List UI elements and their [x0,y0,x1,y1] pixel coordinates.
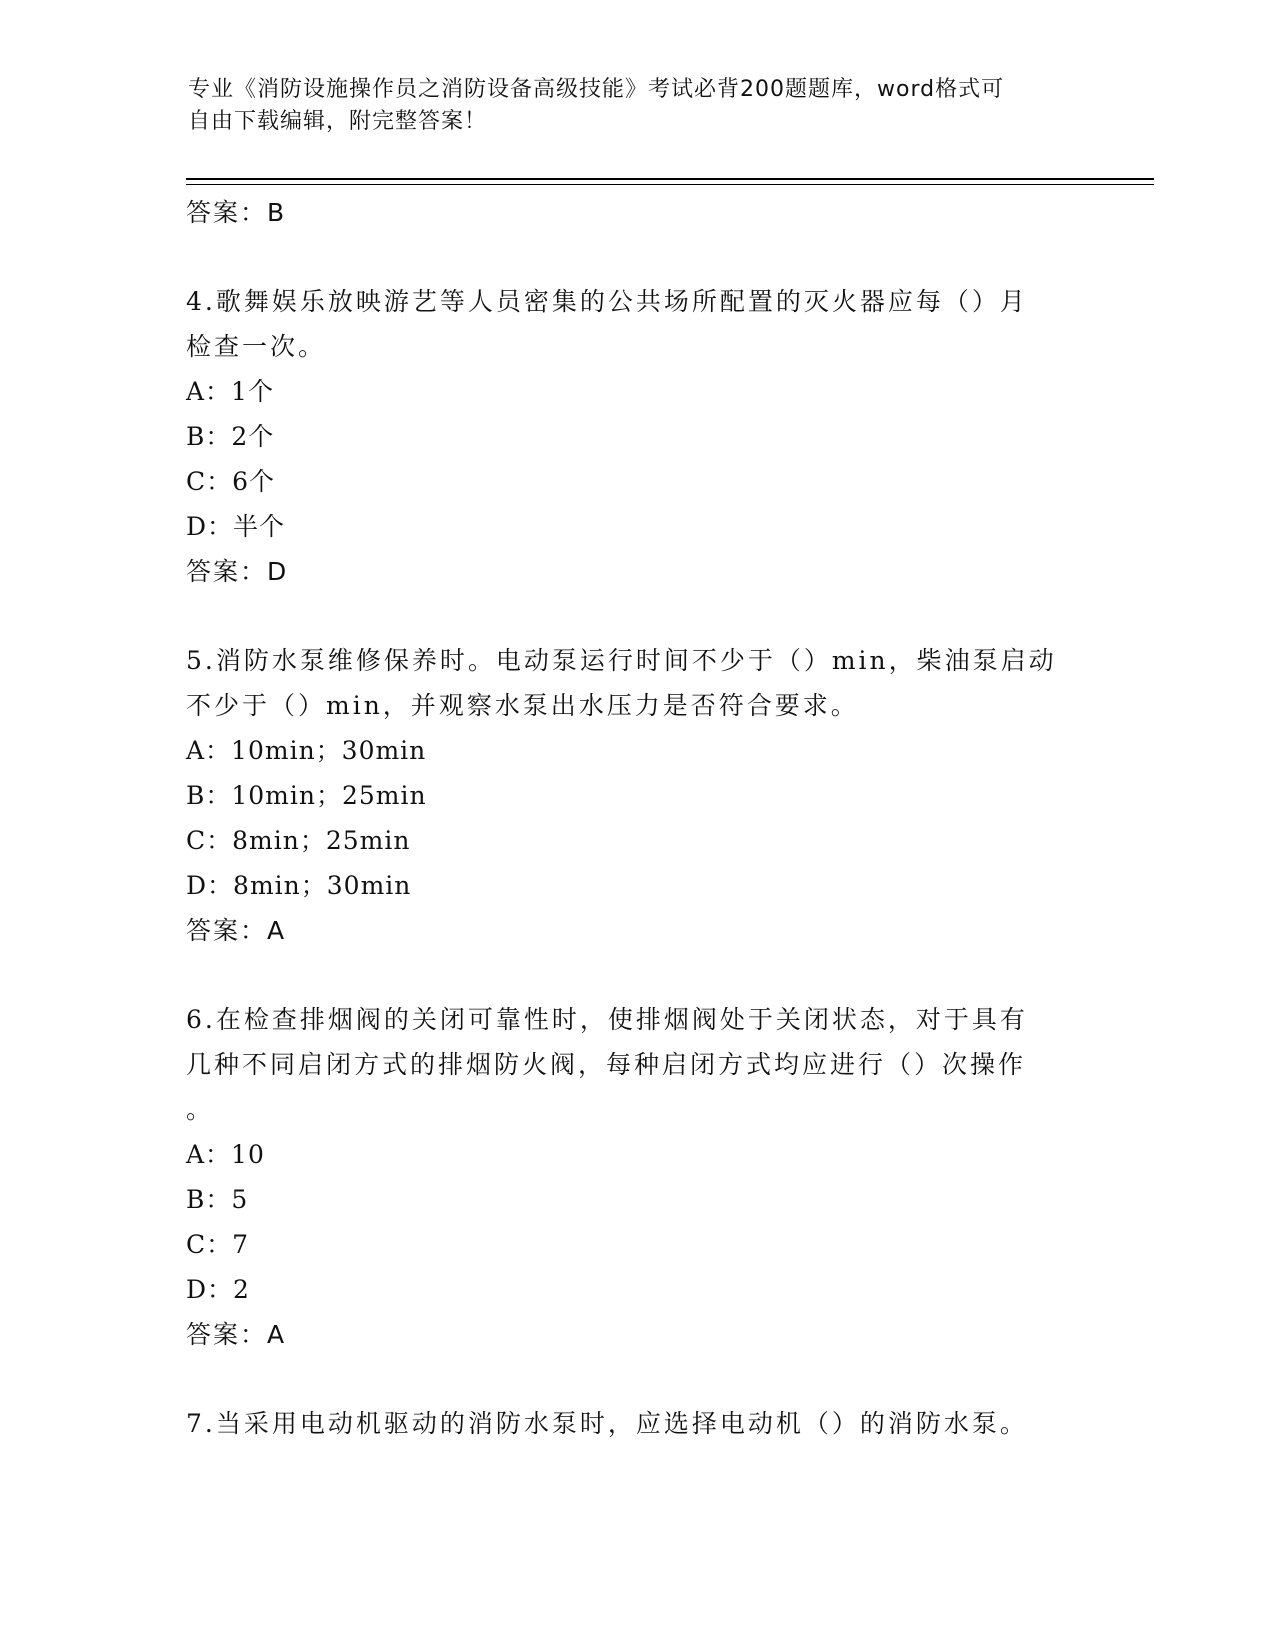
option-b: B：2个 [186,422,275,451]
header-title-line-2: 自由下载编辑，附完整答案！ [188,109,488,134]
option-b: B：5 [186,1185,249,1214]
answer-line: 答案：D [186,557,289,586]
option-a: A：10min；30min [186,736,427,765]
question-5 [186,638,1086,953]
question-4 [186,279,1086,594]
option-a: A：1个 [186,377,274,406]
option-d: D：2 [186,1275,250,1304]
option-d: D：8min；30min [186,871,412,900]
question-text: 5.消防水泵维修保养时。电动泵运行时间不少于（）min，柴油泵启动 [186,646,1057,675]
option-c: C：8min；25min [186,826,411,855]
option-b: B：10min；25min [186,781,427,810]
question-text: 几种不同启闭方式的排烟防火阀，每种启闭方式均应进行（）次操作 [186,1050,1027,1079]
option-c: C：7 [186,1230,250,1259]
answer-line: 答案：A [186,1320,287,1349]
option-d: D：半个 [186,512,286,541]
answer-line: 答案：A [186,916,287,945]
document-header [188,74,1068,138]
question-list [186,190,1086,1446]
question-text: 7.当采用电动机驱动的消防水泵时，应选择电动机（）的消防水泵。 [186,1409,1028,1438]
question-text: 检查一次。 [186,332,327,361]
question-7 [186,1401,1086,1446]
question-text: 4.歌舞娱乐放映游艺等人员密集的公共场所配置的灭火器应每（）月 [186,287,1028,316]
option-c: C：6个 [186,467,276,496]
header-divider-thin [186,184,1154,185]
header-divider-thick [186,178,1154,180]
question-6 [186,997,1086,1357]
option-a: A：10 [186,1140,265,1169]
question-text: 不少于（）min，并观察水泵出水压力是否符合要求。 [186,691,859,720]
answer-line: 答案：B [186,198,287,227]
question-text: 6.在检查排烟阀的关闭可靠性时，使排烟阀处于关闭状态，对于具有 [186,1005,1028,1034]
header-title-line-1: 专业《消防设施操作员之消防设备高级技能》考试必背200题题库，word格式可 [188,77,1005,102]
question-text: 。 [186,1095,215,1124]
